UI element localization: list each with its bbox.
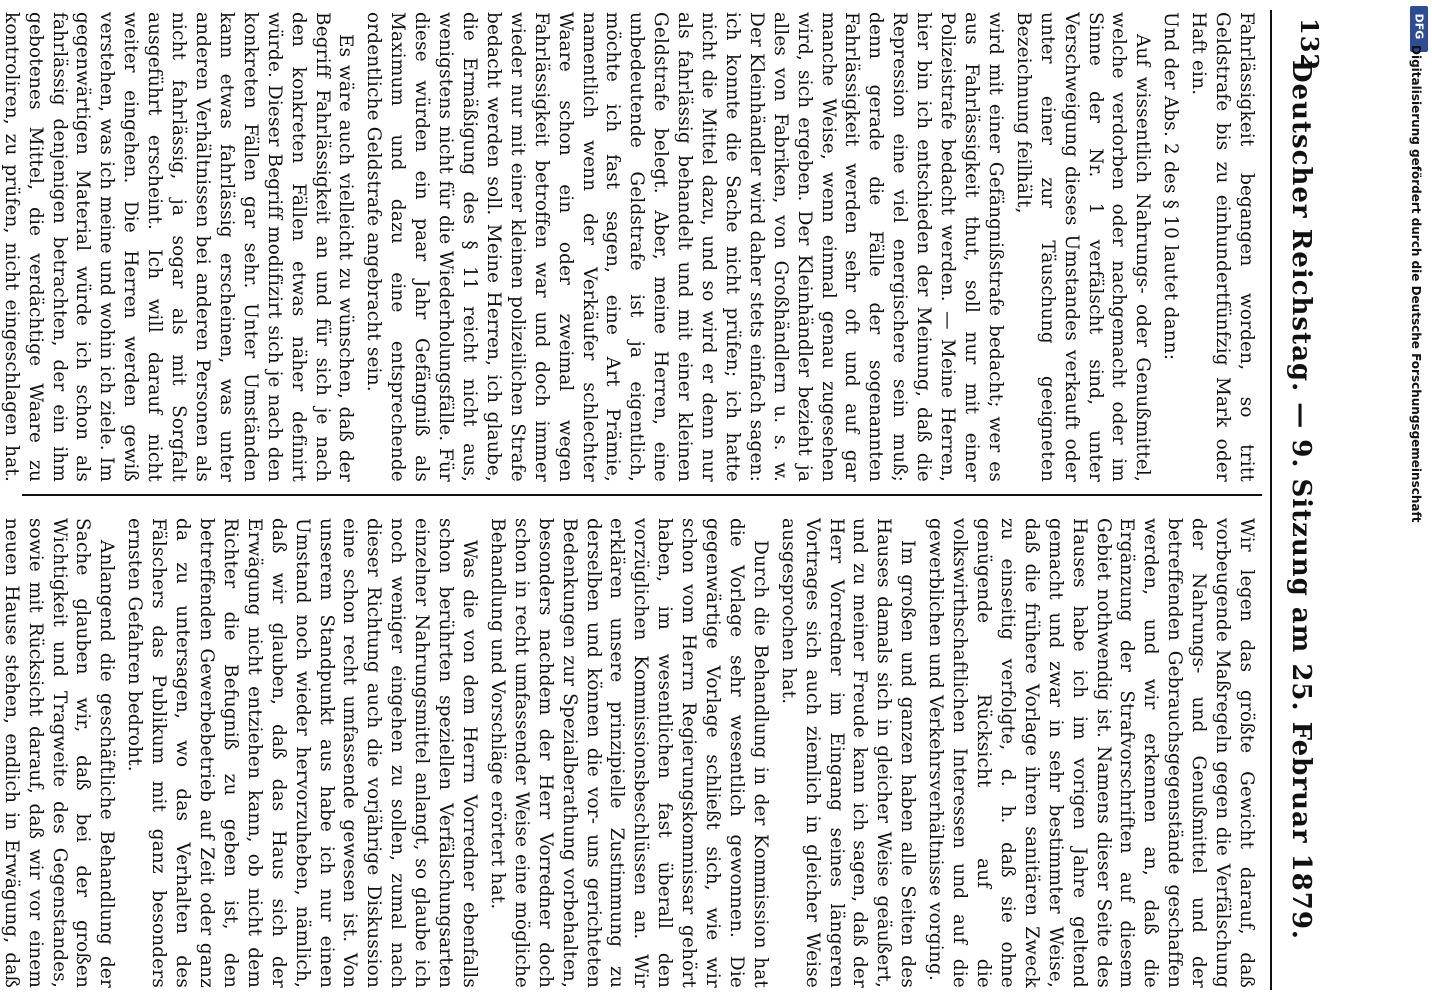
- paragraph: Fahrlässigkeit begangen worden, so tritt Geldstrafe bis zu einhundertfünfzig Mark oder Haft ein.: [1188, 12, 1257, 482]
- running-title: Deutscher Reichstag. — 9. Sitzung am 25. Februar 1879.: [1286, 60, 1316, 940]
- quoted-paragraph: Auf wissentlich Nahrungs- oder Genußmittel, welche verdorben oder nachgemacht oder im Sinne der Nr. 1 verfälscht sind, unter Verschweigung dieses Umstandes verkauft oder unter einer zur Täuschung geeigneten Bezeichnung feilhält,: [1012, 12, 1154, 482]
- page-header: [1270, 0, 1342, 1000]
- paragraph: Wir legen das größte Gewicht darauf, daß vorbeugende Maßregeln gegen die Verfälschung der Nahrungs- und Genußmittel und der betreffenden Gebrauchsgegenstände geschaffen werden, und wir erkennen an, daß die Ergänzung der Strafvorschriften auf diesem Gebiet nothwendig ist. Namens dieser Seite des Hauses habe ich im vorigen Jahre geltend gemacht und zwar in sehr bestimmter Weise, daß die frühere Vorlage ihren sanitären Zweck zu einseitig verfolgte, d. h. daß sie ohne genügende Rücksicht auf die volkswirthschaftlichen Interessen und auf die gewerblichen und Verkehrsverhältnisse vorging.: [925, 518, 1257, 988]
- paragraph: Und der Abs. 2 des § 10 lautet dann:: [1160, 12, 1182, 361]
- page-number: 132: [1295, 18, 1324, 72]
- credit-text: Digitalisierung gefördert durch die Deutsche Forschungsgemeinschaft: [1409, 45, 1423, 523]
- left-column: [0, 12, 1258, 482]
- column-divider: [22, 494, 1262, 496]
- header-rule: [1270, 10, 1272, 990]
- paragraph: Was die von dem Herrn Vorredner ebenfalls schon berührten speziellen Verfälschungsarten einzelner Nahrungsmittel anlangt, so glaube ich noch weniger eingehen zu sollen, zumal nach dieser Richtung auch die vorjährige Diskussion eine schon recht umfassende gewesen ist. Von unserem Standpunkt aus habe ich nur einen Umstand noch wieder hervorzuheben, nämlich, daß wir glauben, daß das Haus sich der Erwägung nicht entziehen kann, ob nicht dem Richter die Befugniß zu geben ist, den betreffenden Gewerbebetrieb auf Zeit oder ganz da zu untersagen, wo das Verhalten des Fälschers das Publikum mit ganz besonders ernsten Gefahren bedroht.: [124, 518, 480, 988]
- paragraph: Durch die Behandlung in der Kommission hat die Vorlage sehr wesentlich gewonnen. Die gegenwärtige Vorlage schließt sich, wie wir schon vom Herrn Regierungskommissar gehört haben, im wesentlichen fast überall den vorzüglichen Kommissionsbeschlüssen an. Wir erklären unsere prinzipielle Zustimmung zu derselben und können die vor- uns gerichteten Bedenkungen zur Spezialberathung vorbehalten, besonders nachdem der Herr Vorredner doch schon in recht umfassender Weise eine mögliche Behandlung und Vorschläge erörtert hat.: [486, 518, 771, 988]
- paragraph: Anlangend die geschäftliche Behandlung der Sache glauben wir, daß bei der großen Wichtigkeit und Tragweite des Gegenstandes, sowie mit Rücksicht darauf, daß wir vor einem neuen Hause stehen, endlich in Erwägung, daß: [0, 518, 118, 988]
- paragraph: Im großen und ganzen haben alle Seiten des Hauses damals sich in gleicher Weise geäußert, und zu meiner Freude kann ich sagen, daß der Herr Vorredner im Eingang seines längeren Vortrages sich auch ziemlich in gleicher Weise ausgesprochen hat.: [777, 518, 919, 988]
- right-column: [0, 518, 1258, 988]
- digitization-credit: [1406, 0, 1432, 1000]
- paragraph: wird mit einer Gefängnißstrafe bedacht; wer es aus Fahrlässigkeit thut, soll nur mit einer Polizeistrafe bedacht werden. — Meine Herren, hier bin ich entschieden der Meinung, daß die Repression eine viel energischere sein muß; denn gerade die Fälle der sogenannten Fahrlässigkeit werden sehr oft und auf gar manche Weise, wenn einmal genau zugesehen wird, sich ergeben. Der Kleinhändler bezieht ja alles von Fabriken, von Großhändlern u. s. w. Der Kleinhändler wird daher stets einfach sagen: ich konnte die Sache nicht prüfen; ich hatte nicht die Mittel dazu, und so wird er denn nur als fahrlässig behandelt und mit einer kleinen Geldstrafe belegt. Aber, meine Herren, eine unbedeutende Geldstrafe ist ja eigentlich, möchte ich fast sagen, eine Art Prämie, namentlich wenn der Verkäufer schlechter Waare schon ein oder zweimal wegen Fahrlässigkeit betroffen war und doch immer wieder nur mit einer kleinen polizeilichen Strafe bedacht werden soll. Meine Herren, ich glaube, die Ermäßigung des § 11 reicht nicht aus, wenigstens nicht für die Wiederholungsfälle. Für diese würden ein paar Jahr Gefängniß als Maximum und dazu eine entsprechende ordentliche Geldstrafe angebracht sein.: [363, 12, 1006, 482]
- dfg-logo-text: DFG: [1412, 13, 1426, 40]
- paragraph: Es wäre auch vielleicht zu wünschen, daß der Begriff Fahrlässigkeit an und für sich je nach den konkreten Fällen etwas näher definirt würde. Dieser Begriff modifizirt sich je nach den konkreten Fällen gar sehr. Unter Umständen kann etwas fahrlässig erscheinen, was unter anderen Verhältnissen bei anderen Personen als nicht fahrlässig, ja sogar als mit Sorgfalt ausgeführt erscheint. Ich will darauf nicht weiter eingehen. Die Herren werden gewiß verstehen, was ich meine und wohin ich ziele. Im gegenwärtigen Material würde ich schon als fahrlässig denjenigen betrachten, der ein ihm gebotenes Mittel, die verdächtige Waare zu kontroliren, zu prüfen, nicht eingeschlagen hat.: [0, 12, 357, 482]
